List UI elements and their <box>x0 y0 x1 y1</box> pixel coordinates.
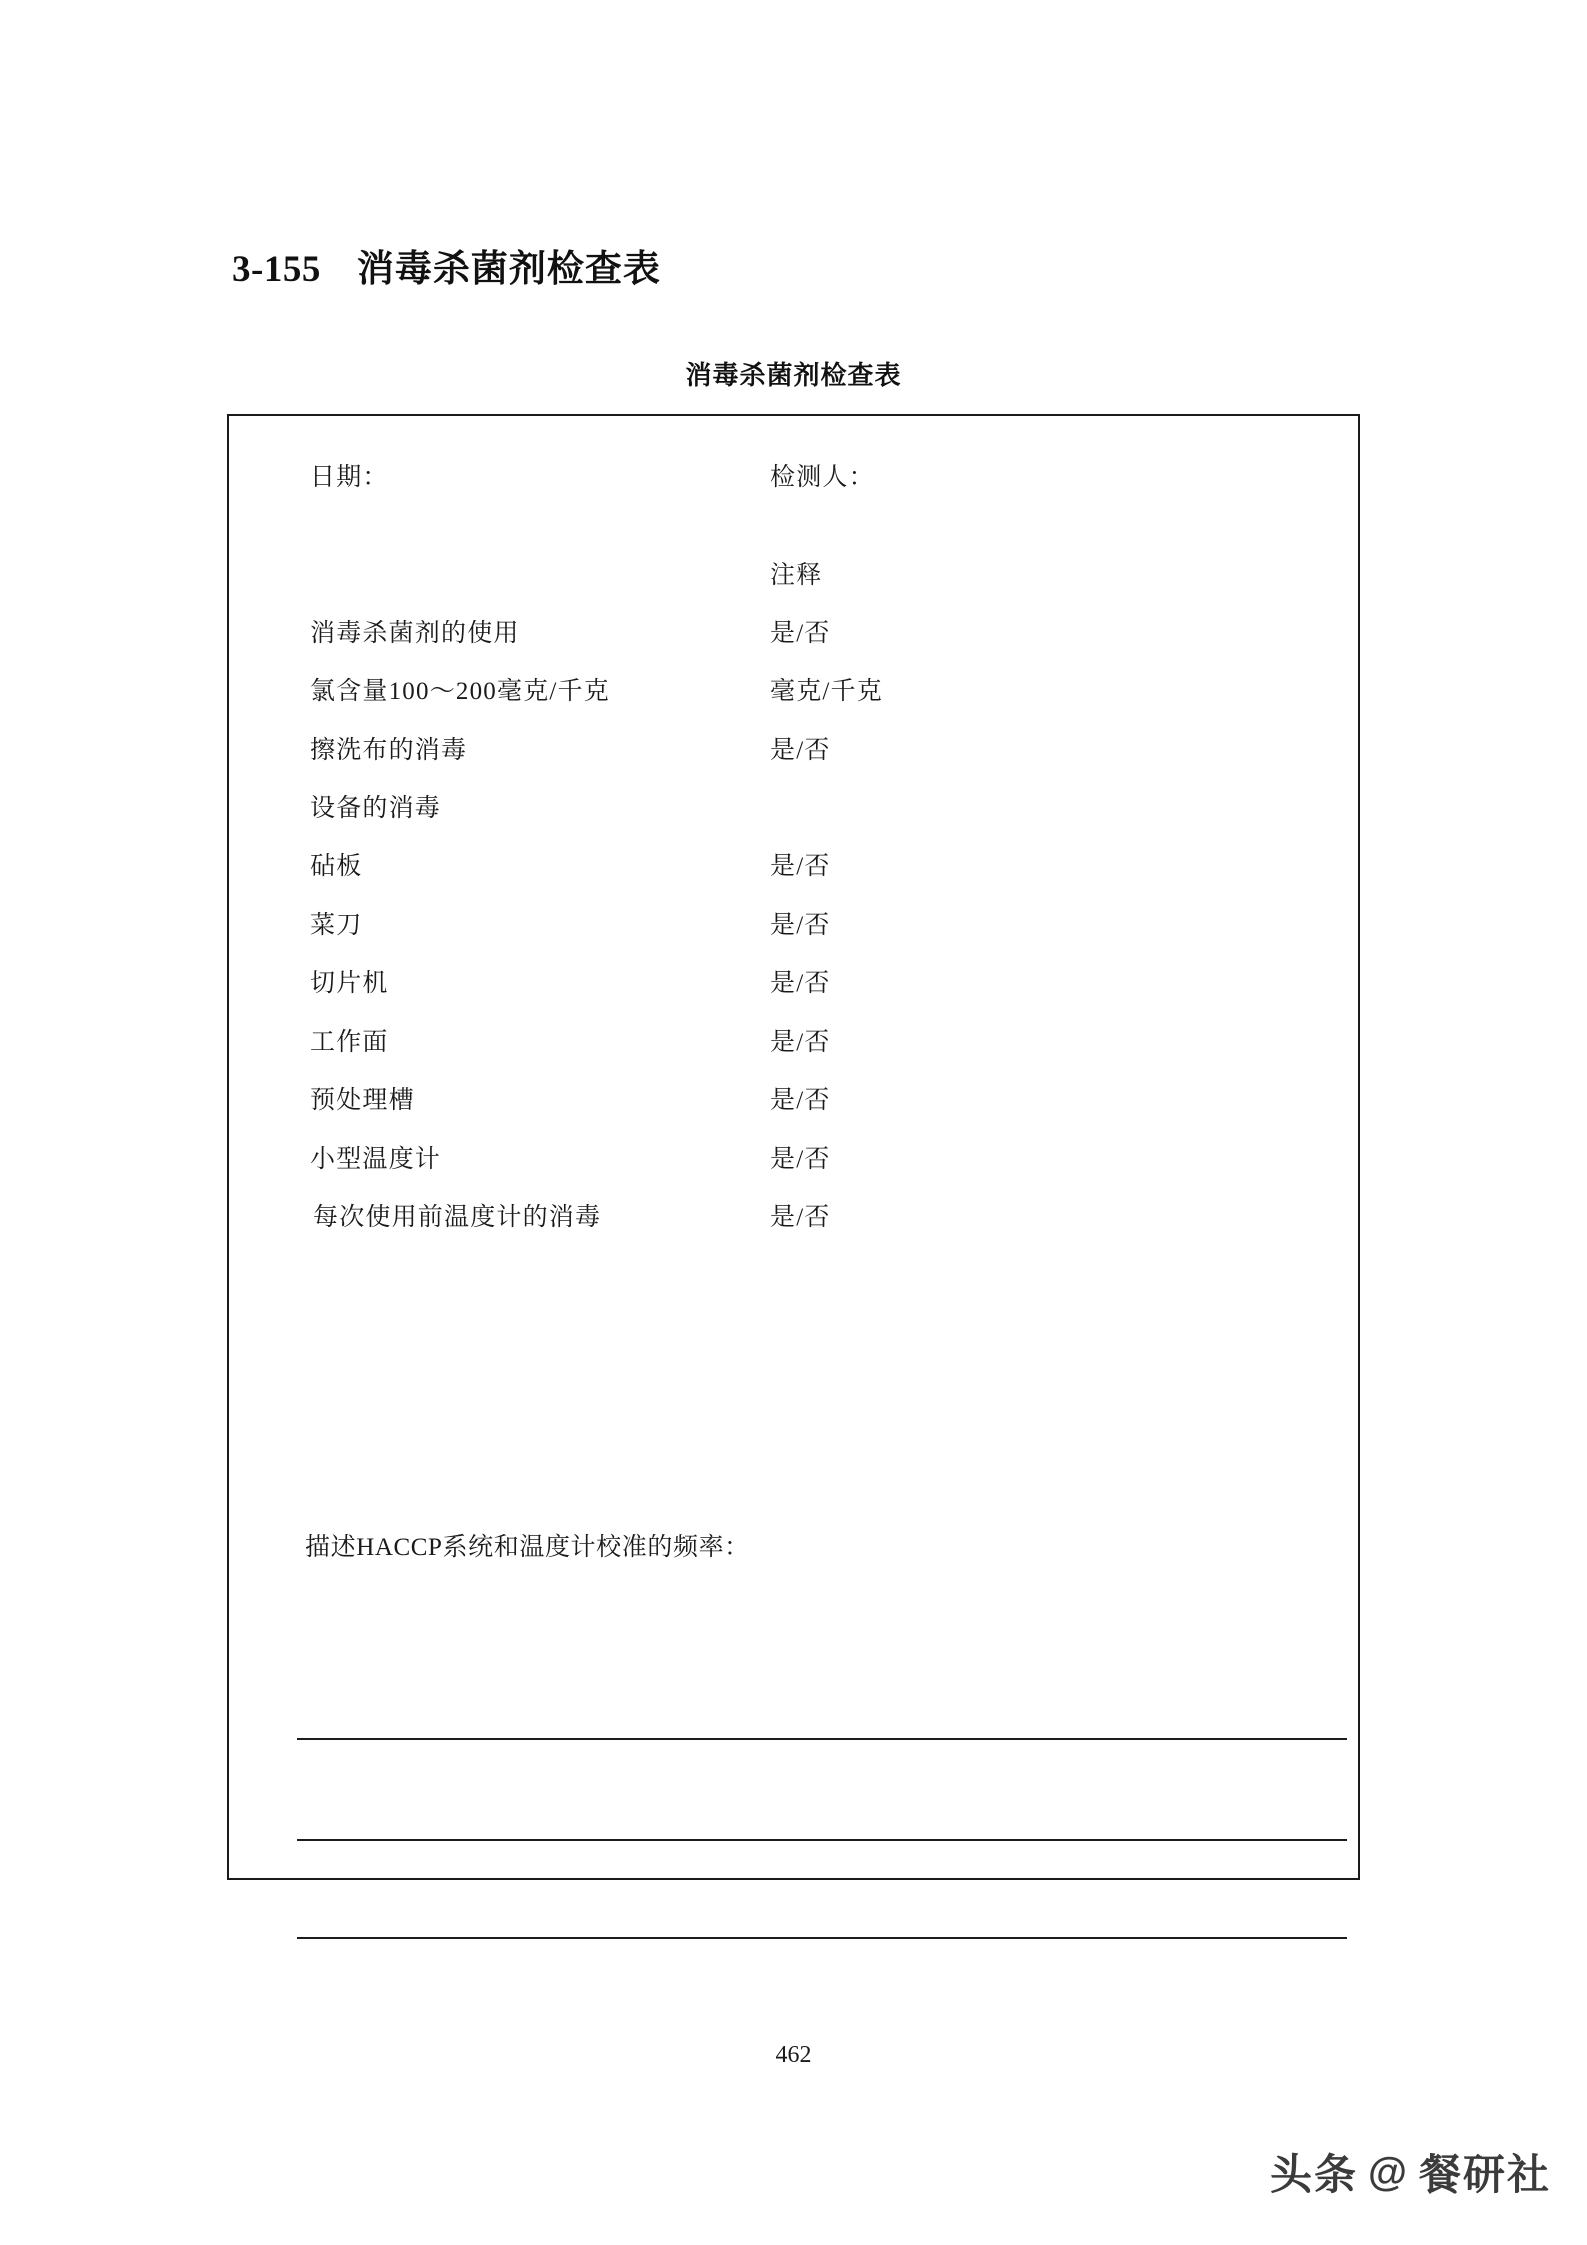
row-value[interactable]: 毫克/千克 <box>770 678 883 705</box>
checklist-row-work-surface <box>229 1023 1358 1063</box>
notes-label: 注释 <box>770 562 823 589</box>
table-caption-text: 消毒杀菌剂检查表 <box>685 360 902 390</box>
description-prompt: 描述HACCP系统和温度计校准的频率： <box>305 1534 750 1561</box>
write-line-3[interactable] <box>297 1937 1347 1939</box>
write-line-1[interactable] <box>297 1738 1347 1740</box>
row-label: 菜刀 <box>310 912 363 939</box>
checklist-row-thermometer-before-use <box>229 1198 1358 1238</box>
inspector-label: 检测人： <box>770 464 875 491</box>
checklist-row-sanitizer-use <box>229 614 1358 654</box>
row-label: 消毒杀菌剂的使用 <box>310 620 520 647</box>
checklist-form-box <box>227 414 1360 1880</box>
section-number: 3-155 <box>232 249 321 290</box>
watermark-platform: 头条 <box>1269 2151 1358 2198</box>
row-value[interactable]: 是/否 <box>770 737 831 764</box>
checklist-form-content <box>229 416 1358 1878</box>
checklist-row-small-thermometer <box>229 1140 1358 1180</box>
checklist-row-kitchen-knife <box>229 906 1358 946</box>
row-label: 设备的消毒 <box>310 795 442 822</box>
row-value[interactable]: 是/否 <box>770 1087 831 1114</box>
section-heading <box>232 238 661 292</box>
section-title: 消毒杀菌剂检查表 <box>356 248 661 289</box>
row-label: 每次使用前温度计的消毒 <box>313 1204 602 1231</box>
checklist-group-equipment-sanitizing <box>229 789 1358 829</box>
row-value[interactable]: 是/否 <box>770 1029 831 1056</box>
checklist-row-wiping-cloth <box>229 731 1358 771</box>
row-label: 擦洗布的消毒 <box>310 737 468 764</box>
row-value[interactable]: 是/否 <box>770 1204 831 1231</box>
page-number: 462 <box>775 2042 812 2068</box>
watermark-at-icon: @ <box>1367 2149 1409 2194</box>
row-label: 小型温度计 <box>310 1146 442 1173</box>
row-label: 预处理槽 <box>310 1087 415 1114</box>
row-value[interactable]: 是/否 <box>770 970 831 997</box>
checklist-row-pretreatment-tank <box>229 1081 1358 1121</box>
row-value[interactable]: 是/否 <box>770 1146 831 1173</box>
write-line-2[interactable] <box>297 1839 1347 1841</box>
checklist-row-chlorine-concentration <box>229 672 1358 712</box>
date-label: 日期： <box>310 464 389 491</box>
row-value[interactable]: 是/否 <box>770 912 831 939</box>
table-caption <box>0 355 1587 392</box>
checklist-row-slicer <box>229 964 1358 1004</box>
row-value[interactable]: 是/否 <box>770 853 831 880</box>
row-label: 工作面 <box>310 1029 389 1056</box>
notes-header-row <box>229 556 1358 596</box>
row-label: 砧板 <box>310 853 363 880</box>
row-value[interactable]: 是/否 <box>770 620 831 647</box>
watermark-account: 餐研社 <box>1418 2151 1551 2198</box>
form-header-row <box>229 458 1358 498</box>
watermark <box>1270 2142 1551 2202</box>
checklist-row-cutting-board <box>229 847 1358 887</box>
row-label: 氯含量100～200毫克/千克 <box>310 678 610 705</box>
row-label: 切片机 <box>310 970 389 997</box>
